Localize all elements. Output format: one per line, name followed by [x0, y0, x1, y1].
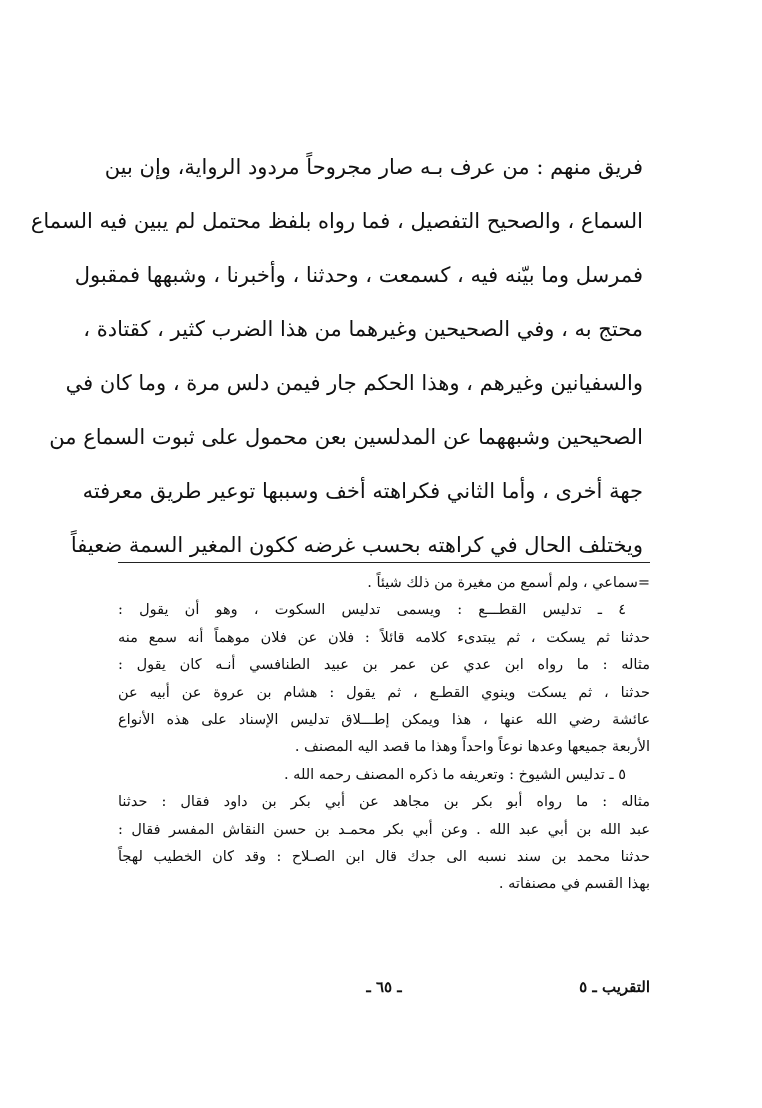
main-text-line: السماع ، والصحيح التفصيل ، فما رواه بلفظ محتمل لم يبين فيه السماع [30, 209, 643, 233]
footnote-line: =سماعي ، ولم أسمع من مغيرة من ذلك شيئاً . [367, 575, 650, 591]
footnote-line: ٥ ـ تدليس الشيوخ : وتعريفه ما ذكره المصنف رحمه الله . [283, 766, 626, 783]
footnote-line: الأربعة جميعها وعدها نوعاً واحداً وهذا ما قصد اليه المصنف . [294, 739, 650, 756]
footnote-line: بهذا القسم في مصنفاته . [498, 876, 650, 893]
book-signature: التقريب ـ ٥ [579, 978, 650, 996]
main-text-line: ويختلف الحال في كراهته بحسب غرضه ككون المغير السمة ضعيفاً [70, 533, 643, 557]
footnote-line: مثاله : ما رواه ابن عدي عن عمر بن عبيد الطنافسي أنـه كان يقول : [118, 657, 650, 674]
footnote-line: عائشة رضي الله عنها ، هذا ويمكن إطـــلاق تدليس الإسناد على هذه الأنواع [118, 711, 650, 728]
main-text [30, 140, 643, 572]
main-text-line: جهة أخرى ، وأما الثاني فكراهته أخف وسببها توعير طريق معرفته [82, 479, 643, 503]
page-footer [118, 978, 650, 1008]
main-text-line: فمرسل وما بيّنه فيه ، كسمعت ، وحدثنا ، وأخبرنا ، وشبهها فمقبول [74, 263, 643, 287]
footnote-line: حدثنا محمد بن سند نسبه الى جدك قال ابن الصـلاح : وقد كان الخطيب لهجاً [118, 848, 650, 865]
main-text-line: والسفيانين وغيرهم ، وهذا الحكم جار فيمن دلس مرة ، وما كان في [65, 371, 643, 395]
footnote-line: ٤ ـ تدليس القطـــع : ويسمى تدليس السكوت ، وهو أن يقول : [118, 602, 626, 619]
footnote-line: عبد الله بن أبي عبد الله . وعن أبي بكر محمـد بن حسن النقاش المفسر فقال : [118, 821, 650, 838]
main-text-line: فريق منهم : من عرف بـه صار مجروحاً مردود الرواية، وإن بين [104, 155, 643, 179]
main-text-line: الصحيحين وشبههما عن المدلسين بعن محمول على ثبوت السماع من [49, 425, 643, 449]
footnotes [118, 570, 650, 899]
page-number: ـ ٦٥ ـ [366, 978, 402, 996]
main-text-line: محتج به ، وفي الصحيحين وغيرهما من هذا الضرب كثير ، كقتادة ، [83, 317, 643, 341]
footnote-line: مثاله : ما رواه أبو بكر بن مجاهد عن أبي بكر بن داود فقال : حدثنا [118, 794, 650, 811]
footnote-line: حدثنا ، ثم يسكت وينوي القطـع ، ثم يقول : هشام بن عروة عن أبيه عن [118, 684, 650, 701]
footnote-line: حدثنا ثم يسكت ، ثم يبتدىء كلامه قائلاً : فلان عن فلان موهماً أنه سمع منه [118, 629, 650, 646]
footnote-separator [118, 562, 650, 563]
